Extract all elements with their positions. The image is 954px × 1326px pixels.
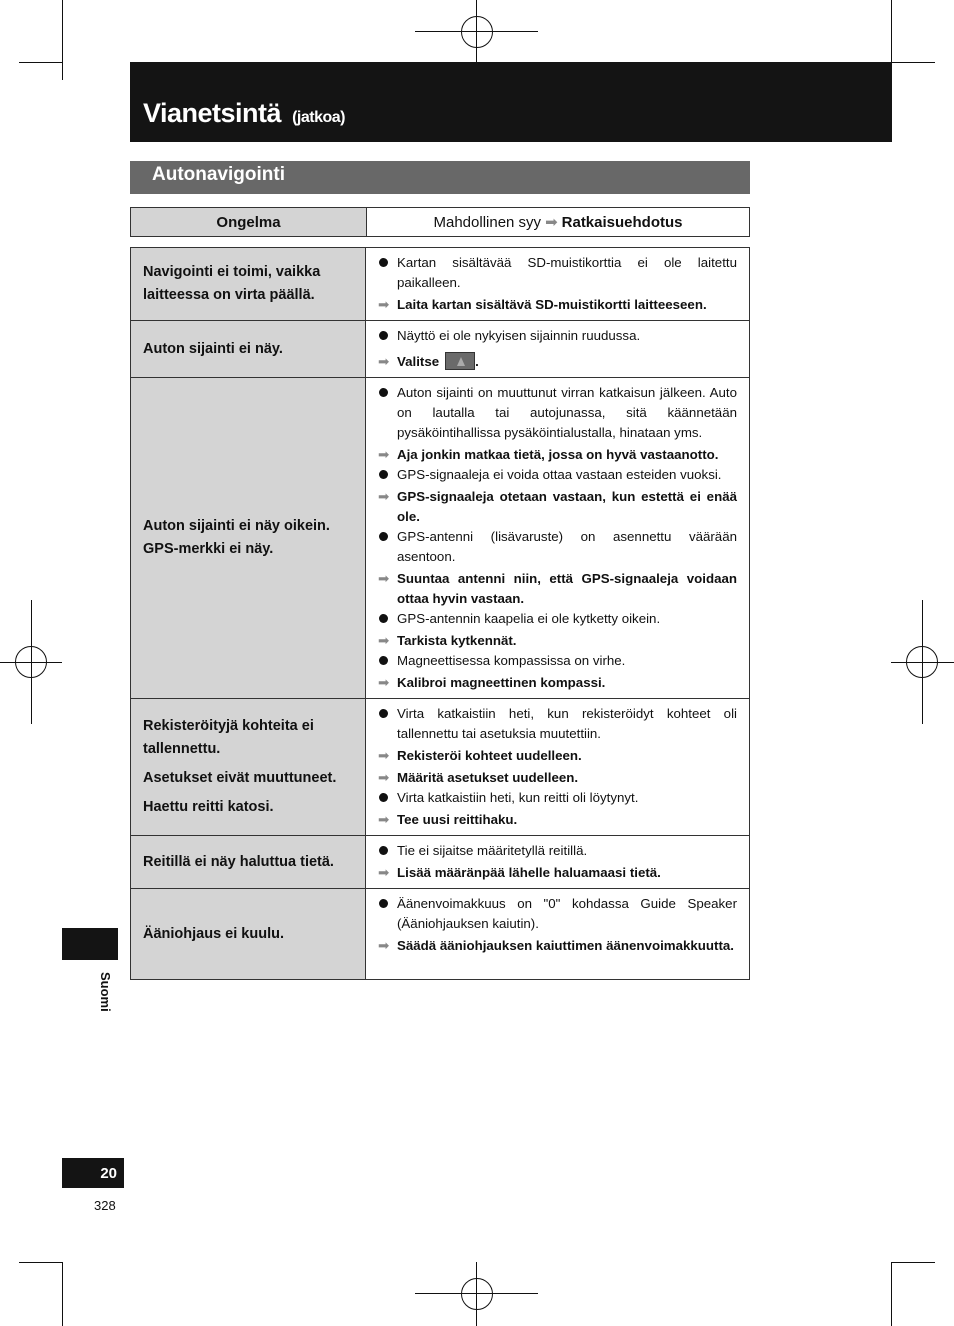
arrow-right-icon: ➡ — [378, 770, 390, 785]
section-title: Autonavigointi — [152, 164, 285, 185]
period: . — [475, 354, 479, 369]
cause-text: Virta katkaistiin heti, kun rekisteröidyt kohteet oli tallennettu tai asetuksia muutettiin. — [397, 706, 737, 741]
bullet-icon — [379, 470, 388, 479]
problem-cell — [131, 836, 366, 888]
cause-text: GPS-antennin kaapelia ei ole kytketty oikein. — [397, 611, 661, 626]
cause-text: Magneettisessa kompassissa on virhe. — [397, 653, 626, 668]
bullet-icon — [379, 388, 388, 397]
arrow-right-icon: ➡ — [378, 354, 390, 369]
page-number: 20 — [62, 1158, 124, 1188]
bullet-icon — [379, 656, 388, 665]
remedy-item — [376, 863, 737, 883]
bullet-icon — [379, 331, 388, 340]
solution-cell — [366, 248, 749, 320]
problem-text: Auton sijainti ei näy. — [143, 340, 283, 357]
cause-item — [376, 894, 737, 934]
cause-item — [376, 651, 737, 671]
remedy-text: Valitse — [397, 354, 440, 369]
cause-text: Näyttö ei ole nykyisen sijainnin ruudussa. — [397, 328, 641, 343]
bullet-icon — [379, 709, 388, 718]
remedy-item — [376, 569, 737, 609]
arrow-right-icon: ➡ — [378, 938, 390, 953]
remedy-item — [376, 487, 737, 527]
table-row — [131, 320, 749, 377]
solution-cell — [366, 378, 749, 698]
problem-text: Haettu reitti katosi. — [143, 799, 274, 815]
solution-cell — [366, 321, 749, 377]
remedy-text: Kalibroi magneettinen kompassi. — [397, 675, 606, 690]
remedy-item — [376, 746, 737, 766]
remedy-text: Tarkista kytkennät. — [397, 633, 517, 648]
bullet-icon — [379, 258, 388, 267]
page-title-subtitle: (jatkoa) — [292, 109, 345, 126]
remedy-text: Aja jonkin matkaa tietä, jossa on hyvä vastaanotto. — [397, 447, 719, 462]
remedy-item — [376, 768, 737, 788]
header-cause-remedy — [367, 208, 749, 236]
cause-text: Kartan sisältävää SD-muistikorttia ei ole laitettu paikalleen. — [397, 255, 737, 290]
remedy-text: Määritä asetukset uudelleen. — [397, 770, 579, 785]
table-row — [131, 377, 749, 698]
cause-item — [376, 253, 737, 293]
cause-item — [376, 383, 737, 443]
map-position-icon — [445, 352, 475, 370]
remedy-text: Rekisteröi kohteet uudelleen. — [397, 748, 582, 763]
remedy-item — [376, 445, 737, 465]
problem-text: Navigointi ei toimi, vaikka laitteessa on virta päällä. — [143, 264, 321, 303]
remedy-text: Säädä ääniohjauksen kaiuttimen äänenvoimakkuutta. — [397, 938, 734, 953]
problem-cell — [131, 321, 366, 377]
problem-text: Auton sijainti ei näy oikein. — [143, 518, 330, 534]
problem-text: Reitillä ei näy haluttua tietä. — [143, 853, 334, 870]
problem-cell — [131, 889, 366, 979]
cause-item — [376, 704, 737, 744]
arrow-right-icon: ➡ — [378, 748, 390, 763]
remedy-text: Tee uusi reittihaku. — [397, 812, 518, 827]
remedy-item — [376, 810, 737, 830]
remedy-text: Lisää määränpää lähelle haluamaasi tietä. — [397, 865, 661, 880]
arrow-right-icon: ➡ — [378, 489, 390, 504]
remedy-text: Laita kartan sisältävä SD-muistikortti laitteeseen. — [397, 297, 707, 312]
problem-cell — [131, 248, 366, 320]
bullet-icon — [379, 899, 388, 908]
cause-item — [376, 788, 737, 808]
page-title — [143, 98, 345, 129]
side-tab — [62, 928, 118, 960]
header-remedy: Ratkaisuehdotus — [561, 213, 683, 231]
cause-item — [376, 326, 737, 346]
arrow-right-icon: ➡ — [378, 812, 390, 827]
remedy-item — [376, 352, 737, 372]
bullet-icon — [379, 532, 388, 541]
cause-item — [376, 465, 737, 485]
solution-cell — [366, 699, 749, 835]
remedy-item — [376, 936, 737, 956]
cause-text: Auton sijainti on muuttunut virran katkaisun jälkeen. Auto on lautalla tai autojunassa, sitä käännetään pysäköintihallissa pysäköintialustalla, hinataan yms. — [397, 385, 737, 440]
arrow-right-icon: ➡ — [378, 447, 390, 462]
bullet-icon — [379, 614, 388, 623]
page-title-text: Vianetsintä — [143, 98, 282, 128]
remedy-item — [376, 631, 737, 651]
arrow-right-icon: ➡ — [378, 297, 390, 312]
cause-text: Äänenvoimakkuus on "0" kohdassa Guide Speaker (Ääniohjauksen kaiutin). — [397, 896, 737, 931]
solution-cell — [366, 889, 749, 979]
remedy-text: Suuntaa antenni niin, että GPS-signaaleja voidaan ottaa hyvin vastaan. — [397, 571, 737, 606]
troubleshooting-table — [130, 247, 750, 980]
arrow-right-icon: ➡ — [545, 214, 558, 231]
remedy-item — [376, 673, 737, 693]
page-sub-number: 328 — [94, 1198, 116, 1213]
bullet-icon — [379, 793, 388, 802]
arrow-right-icon: ➡ — [378, 675, 390, 690]
cause-text: GPS-antenni (lisävaruste) on asennettu väärään asentoon. — [397, 529, 737, 564]
problem-text: Rekisteröityjä kohteita ei tallennettu. — [143, 718, 314, 757]
problem-text: Ääniohjaus ei kuulu. — [143, 925, 284, 942]
problem-cell — [131, 699, 366, 835]
cause-text: Virta katkaistiin heti, kun reitti oli löytynyt. — [397, 790, 639, 805]
table-header — [130, 207, 750, 237]
cause-text: GPS-signaaleja ei voida ottaa vastaan esteiden vuoksi. — [397, 467, 722, 482]
problem-cell — [131, 378, 366, 698]
arrow-right-icon: ➡ — [378, 571, 390, 586]
arrow-right-icon: ➡ — [378, 865, 390, 880]
solution-cell — [366, 836, 749, 888]
bullet-icon — [379, 846, 388, 855]
cause-text: Tie ei sijaitse määritetyllä reitillä. — [397, 843, 588, 858]
arrow-right-icon: ➡ — [378, 633, 390, 648]
cause-item — [376, 527, 737, 567]
problem-text: Asetukset eivät muuttuneet. — [143, 770, 337, 786]
cause-item — [376, 841, 737, 861]
problem-text: GPS-merkki ei näy. — [143, 541, 274, 557]
header-problem: Ongelma — [131, 208, 367, 236]
table-row — [131, 835, 749, 888]
table-row — [131, 698, 749, 835]
table-row — [131, 888, 749, 979]
header-cause: Mahdollinen syy — [433, 213, 542, 231]
cause-item — [376, 609, 737, 629]
table-row — [131, 248, 749, 320]
remedy-item — [376, 295, 737, 315]
remedy-text: GPS-signaaleja otetaan vastaan, kun estettä ei enää ole. — [397, 489, 737, 524]
language-label: Suomi — [98, 972, 113, 1012]
